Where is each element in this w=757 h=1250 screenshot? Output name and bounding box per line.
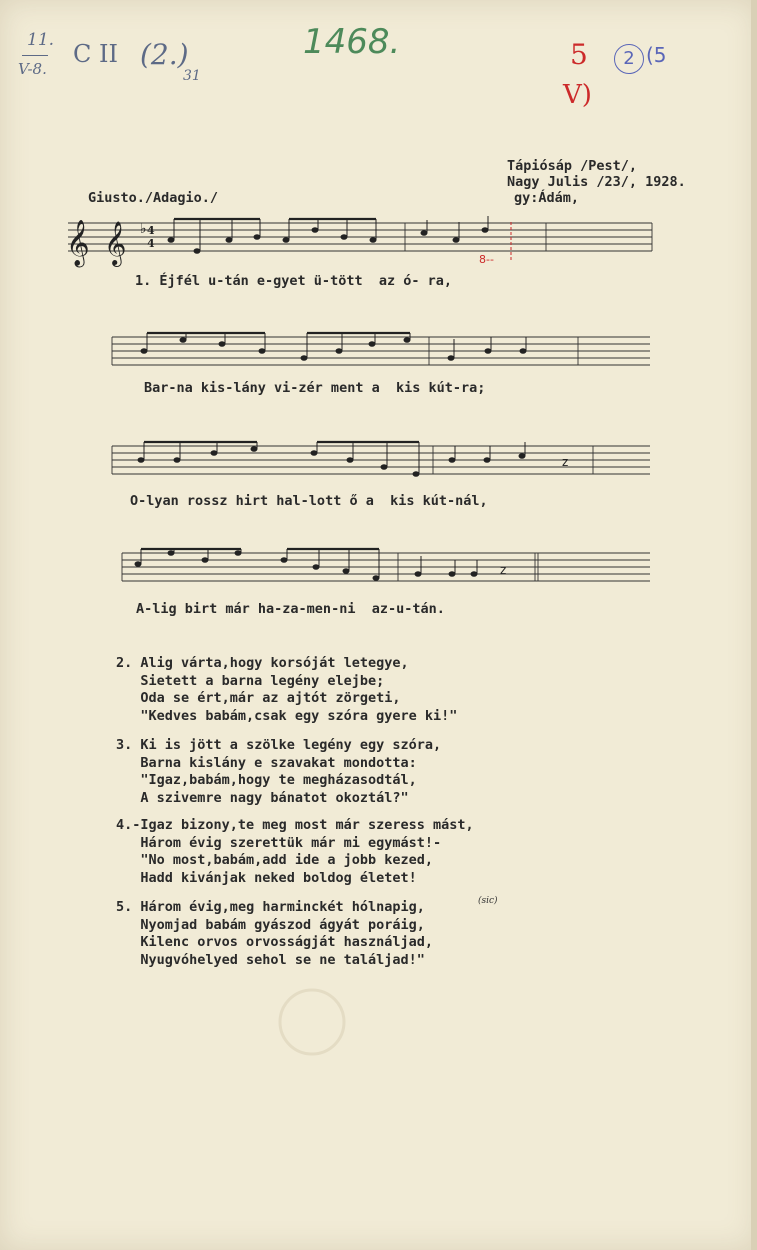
stanza-line: "No most,babám,add ide a jobb kezed,: [140, 852, 433, 868]
stanza-3: [116, 737, 441, 807]
blue-tail-number: (5: [646, 43, 667, 67]
archive-fraction-top: 11.: [27, 30, 55, 50]
place-line: Tápiósáp /Pest/,: [507, 158, 638, 174]
rest-staff-3: z: [562, 455, 569, 469]
stanza-line: Nyugvóhelyed sehol se ne találjad!": [140, 951, 425, 968]
lyric-line-1: 1. Éjfél u-tán e-gyet ü-tött az ó- ra,: [135, 273, 452, 289]
lyric-line-3: O-lyan rossz hirt hal-lott ő a kis kút-nál,: [130, 493, 488, 509]
stanza-line: Barna kislány e szavakat mondotta:: [140, 754, 417, 771]
staff-3: [112, 446, 650, 474]
archive-code: C II: [73, 40, 118, 68]
stanza-line: A szivemre nagy bánatot okoztál?": [140, 789, 409, 806]
collector-line: gy:Ádám,: [514, 190, 580, 206]
rest-staff-4: z: [500, 563, 507, 577]
stanza-number: 5.: [116, 899, 133, 915]
stanza-line: Kilenc orvos orvosságját használjad,: [140, 934, 433, 950]
stanza-line: "Kedves babám,csak egy szóra gyere ki!": [140, 707, 458, 724]
red-pencil-note: 8--: [479, 253, 494, 266]
lyric-line-4: A-lig birt már ha-za-men-ni az-u-tán.: [136, 601, 445, 617]
stanza-line: Oda se ért,már az ajtót zörgeti,: [140, 690, 401, 706]
stanza-line: Ki is jött a szölke legény egy szóra,: [140, 737, 442, 753]
staff-1: [68, 223, 652, 251]
time-sig-top: 4: [147, 224, 155, 237]
staff-2: [112, 337, 650, 365]
red-roman-numeral: V): [563, 80, 592, 110]
stanza-2: [116, 655, 457, 725]
stanza-line: Nyomjad babám gyászod ágyát poráig,: [140, 916, 425, 933]
catalog-number: 1468.: [303, 22, 401, 62]
archive-ref: (2.): [140, 38, 189, 71]
archive-fraction-bottom: V-8.: [18, 60, 47, 78]
stanza-number: 2.: [116, 655, 133, 671]
treble-clef-2: 𝄞: [104, 221, 127, 265]
notes-staff-4: [135, 549, 477, 580]
time-sig-bottom: 4: [147, 237, 155, 250]
staff-4: [122, 553, 650, 581]
stanza-5: [116, 899, 433, 969]
stanza-number: 3.: [116, 737, 133, 753]
flat-sign: ♭: [140, 221, 147, 237]
stanza-line: Három évig szerettük már mi egymást!-: [140, 834, 442, 851]
singer-line: Nagy Julis /23/, 1928.: [507, 174, 686, 190]
notes-staff-1: [168, 216, 488, 253]
stanza-line: Alig várta,hogy korsóját letegye,: [140, 655, 409, 671]
blue-circle-digit: 2: [623, 48, 635, 69]
stanza-line: "Igaz,babám,hogy te megházasodtál,: [140, 772, 417, 788]
stanza-4: [116, 817, 474, 887]
faded-stamp: [280, 990, 344, 1054]
stanza-number: 4.: [116, 817, 133, 833]
red-crossed-number: 5: [570, 38, 588, 71]
stanza-line: Sietett a barna legény elejbe;: [140, 672, 385, 689]
sic-annotation: (sic): [478, 896, 498, 906]
stanza-line: -Igaz bizony,te meg most már szeress mást,: [132, 817, 474, 833]
notes-staff-3: [138, 442, 525, 476]
tempo-marking: Giusto./Adagio./: [88, 190, 219, 206]
lyric-line-2: Bar-na kis-lány vi-zér ment a kis kút-ra;: [144, 380, 486, 396]
archive-ref-sub: 31: [183, 68, 201, 84]
stanza-line: Hadd kivánjak neked boldog életet!: [140, 869, 417, 886]
treble-clef-1: 𝄞: [66, 220, 90, 266]
stanza-line: Három évig,meg harminckét hólnapig,: [140, 899, 425, 915]
